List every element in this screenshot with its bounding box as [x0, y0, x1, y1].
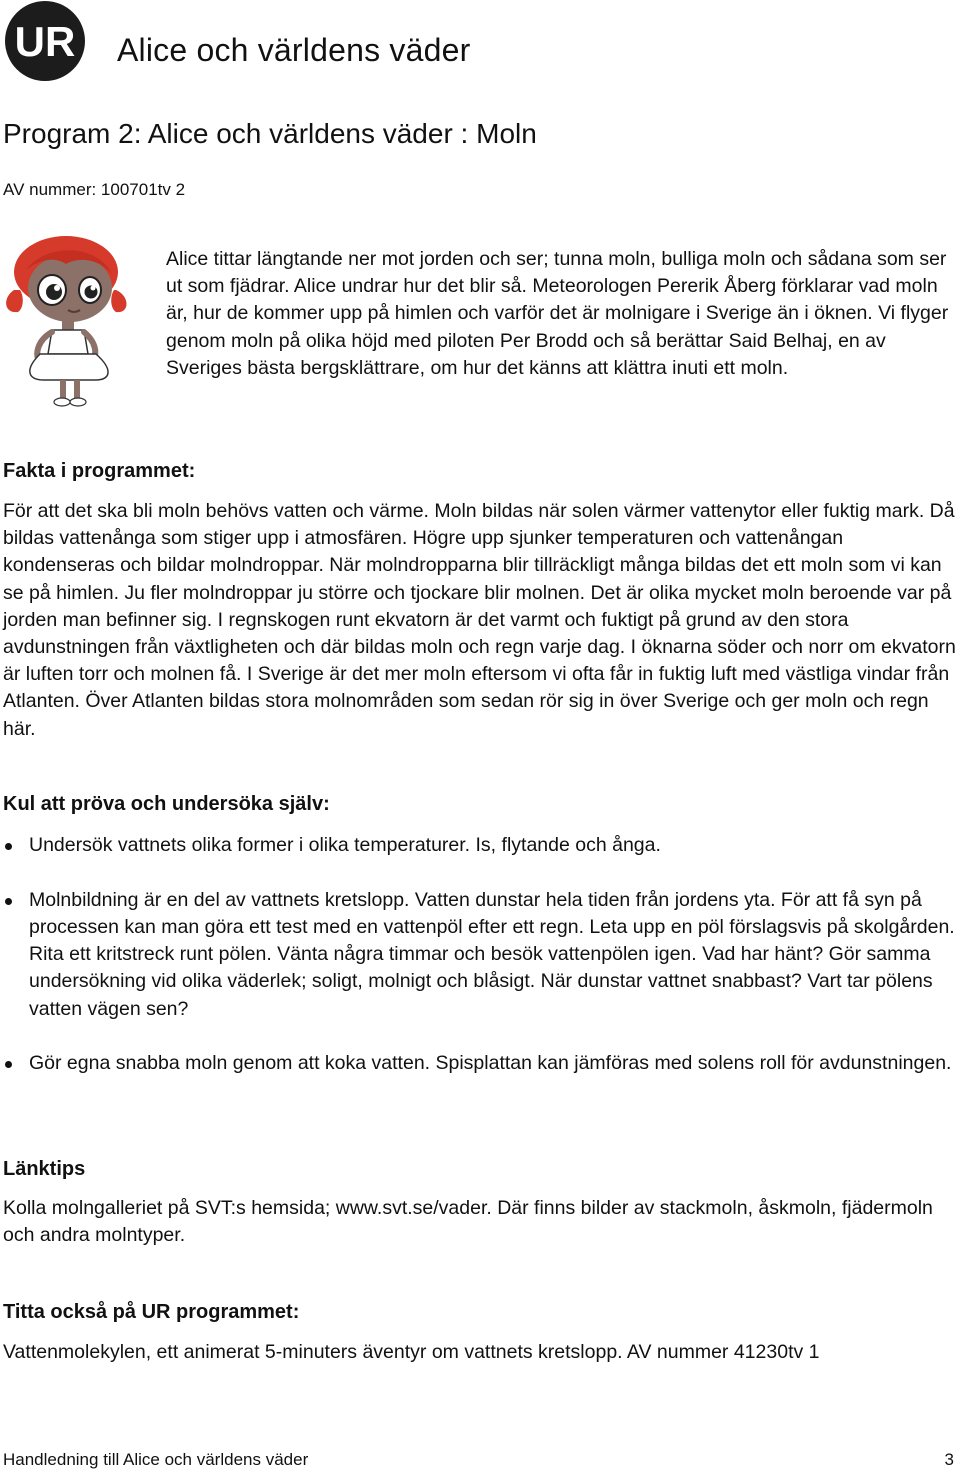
kul-heading: Kul att pröva och undersöka själv:	[3, 793, 330, 815]
logo-text: UR	[14, 18, 76, 65]
ur-logo-icon	[4, 0, 86, 82]
list-item-text: Molnbildning är en del av vattnets kretslopp. Vatten dunstar hela tiden från jordens yta. För att få syn på processen kan man göra ett test med en vattenpöl efter ett regn. Leta upp en pöl förslagsvis på skolgården. Rita ett kritstreck runt pölen. Vänta några timmar och besök vattenpölen igen. Vad har hänt? Gör samma undersökning vid olika väderlek; soligt, molnigt och blåsigt. När dunstar vattnet snabbast? Vart tar pölens vatten vägen sen?	[29, 888, 955, 1020]
list-item-text: Undersök vattnets olika former i olika temperaturer. Is, flytande och ånga.	[29, 834, 661, 856]
program-intro: Alice tittar längtande ner mot jorden och ser; tunna moln, bulliga moln och sådana som ser ut som fjädrar. Alice undrar hur det blir så. Meteorologen Pererik Åberg förklarar vad moln är, hur de kommer upp på himlen och varför det är molnigare i Sverige än i öknen. Vi flyger genom moln på olika höjd med piloten Per Brodd och så berättar Said Belhaj, en av Sveriges bästa bergsklättrare, om hur det känns att klättra inuti ett moln.	[166, 248, 949, 379]
page-header	[4, 0, 944, 84]
page-number: 3	[944, 1450, 954, 1469]
lanktips-heading: Länktips	[3, 1158, 86, 1180]
kul-list	[3, 832, 959, 1105]
bullet-icon	[5, 1061, 12, 1068]
program-title: Program 2: Alice och världens väder : Moln	[3, 118, 537, 149]
fakta-text: För att det ska bli moln behövs vatten och värme. Moln bildas när solen värmer vattenytor eller fuktig mark. Då bildas vattenånga som stiger upp i atmosfären. Högre upp sjunker temperaturen och vattenångan kondenseras och bildar molndroppar. När molndropparna blir tillräckligt många bildas det ett moln som vi kan se på himlen. Ju fler molndroppar ju större och tjockare blir molnen. Det är olika mycket moln beroende var på jorden man befinner sig. I regnskogen runt ekvatorn är det varmt och fuktigt på grund av den stora avdunstningen från växtligheten och där bildas moln och regn varje dag. I öknarna söder och norr om ekvatorn är luften torr och molnen få. I Sverige är det mer moln eftersom vi ofta får in fuktig luft med västliga vindar från Atlanten. Över Atlanten bildas stora molnområden som sedan rör sig in över Sverige och ger moln och regn här.	[3, 500, 956, 740]
titta-heading: Titta också på UR programmet:	[3, 1301, 300, 1323]
list-item	[3, 1050, 959, 1077]
bullet-icon	[5, 843, 12, 850]
titta-text: Vattenmolekylen, ett animerat 5-minuters äventyr om vattnets kretslopp. AV nummer 41230tv 1	[3, 1341, 820, 1363]
lanktips-text: Kolla molngalleriet på SVT:s hemsida; www.svt.se/vader. Där finns bilder av stackmoln, åskmoln, fjädermoln och andra molntyper.	[3, 1197, 933, 1247]
bullet-icon	[5, 898, 12, 905]
list-item-text: Gör egna snabba moln genom att koka vatten. Spisplattan kan jämföras med solens roll för avdunstningen.	[29, 1052, 952, 1075]
footer-title: Handledning till Alice och världens väder	[3, 1450, 309, 1469]
site-title: Alice och världens väder	[117, 32, 471, 68]
fakta-heading: Fakta i programmet:	[3, 460, 196, 482]
alice-character-icon	[4, 230, 132, 408]
av-number: AV nummer: 100701tv 2	[3, 180, 186, 199]
list-item	[3, 887, 959, 1023]
list-item	[3, 832, 959, 859]
